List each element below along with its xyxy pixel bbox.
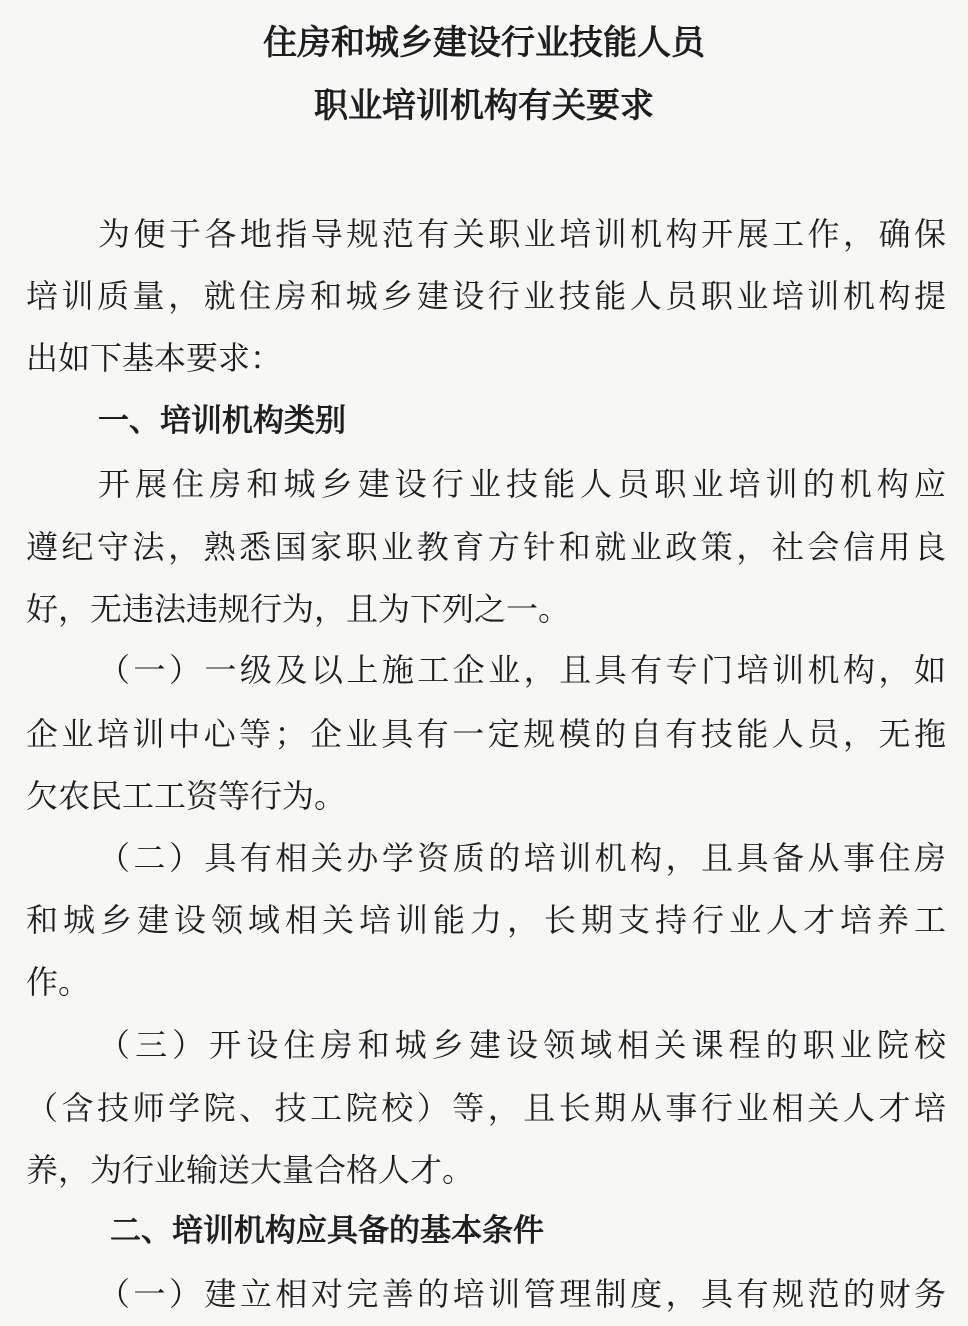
- item-1-line-3: 欠农民工工资等行为。: [26, 777, 347, 815]
- item-2-line-2: 和城乡建设领域相关培训能力，长期支持行业人才培养工: [26, 901, 946, 939]
- section-1-paragraph-line-2: 遵纪守法，熟悉国家职业教育方针和就业政策，社会信用良: [26, 528, 946, 566]
- intro-line-2: 培训质量，就住房和城乡建设行业技能人员职业培训机构提: [26, 277, 946, 315]
- item-3-line-1: （三）开设住房和城乡建设领域相关课程的职业院校: [98, 1026, 946, 1064]
- item-3-line-3: 养，为行业输送大量合格人才。: [26, 1151, 475, 1189]
- section-1-heading: 一、培训机构类别: [98, 403, 346, 439]
- item-2-line-3: 作。: [26, 963, 91, 1001]
- intro-line-1: 为便于各地指导规范有关职业培训机构开展工作，确保: [98, 215, 946, 253]
- document-title-line-2: 职业培训机构有关要求: [314, 86, 654, 126]
- item-2-line-1: （二）具有相关办学资质的培训机构，且具备从事住房: [98, 839, 946, 877]
- section-2-item-1-line-1: （一）建立相对完善的培训管理制度，具有规范的财务: [98, 1275, 946, 1313]
- item-1-line-2: 企业培训中心等；企业具有一定规模的自有技能人员，无拖: [26, 715, 946, 753]
- document-title-line-1: 住房和城乡建设行业技能人员: [263, 23, 705, 63]
- item-1-line-1: （一）一级及以上施工企业，且具有专门培训机构，如: [98, 651, 946, 689]
- section-2-heading: 二、培训机构应具备的基本条件: [110, 1213, 544, 1249]
- section-1-paragraph-line-3: 好，无违法违规行为，且为下列之一。: [26, 590, 571, 628]
- item-3-line-2: （含技师学院、技工院校）等，且长期从事行业相关人才培: [26, 1089, 946, 1127]
- section-1-paragraph-line-1: 开展住房和城乡建设行业技能人员职业培训的机构应: [98, 465, 946, 503]
- intro-line-3: 出如下基本要求：: [26, 339, 283, 377]
